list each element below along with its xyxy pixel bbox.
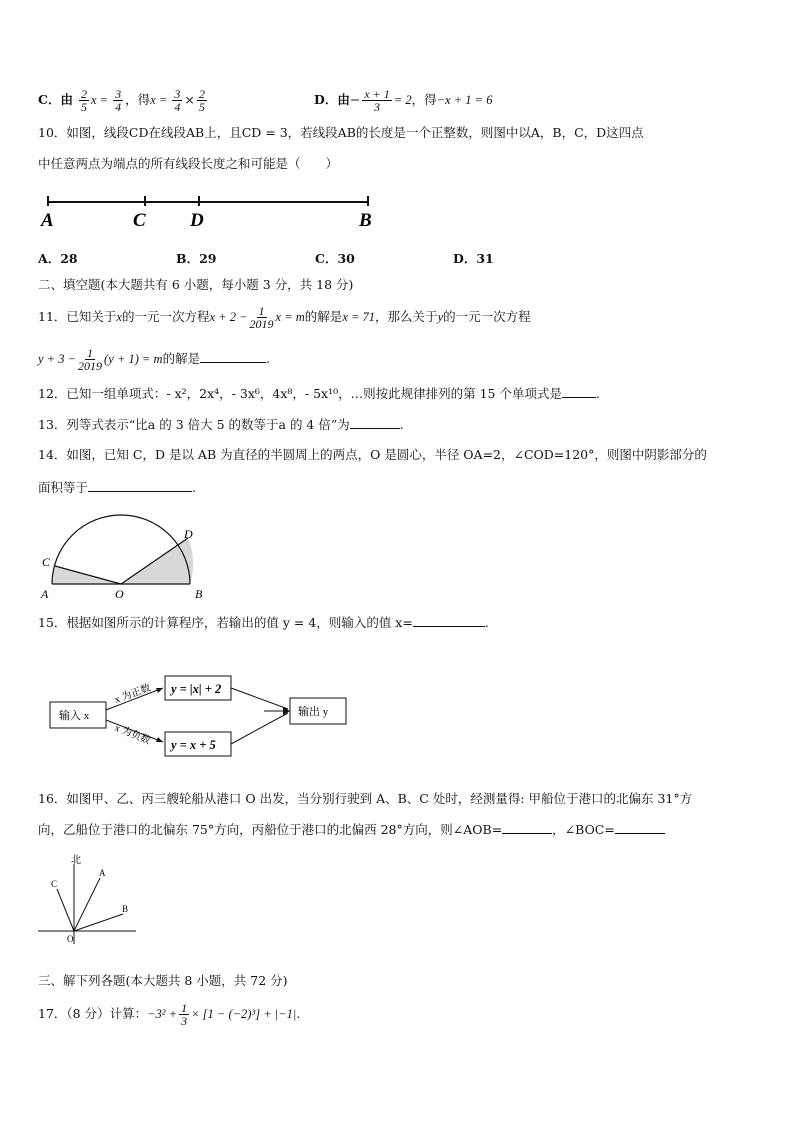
fraction: $\frac{1}{2019}$ bbox=[78, 346, 103, 373]
q10-option-c: C．30 bbox=[315, 251, 355, 266]
negative-branch-label: x 为负数 bbox=[112, 722, 152, 747]
section-3-heading: 三、解下列各题(本大题共 8 小题，共 72 分) bbox=[38, 973, 288, 988]
q14-line2: 面积等于 . bbox=[38, 480, 196, 495]
fraction: $\frac{1}{3}$ bbox=[181, 1001, 188, 1028]
output-box-label: 输出 y bbox=[298, 706, 329, 718]
input-box-label: 输入 x bbox=[59, 710, 90, 722]
q16-direction-figure bbox=[36, 852, 140, 946]
q10-stem-line2: 中任意两点为端点的所有线段长度之和可能是（ ） bbox=[38, 156, 339, 171]
formula-negative: y = x + 5 bbox=[171, 738, 216, 752]
q17-line: 17．（8 分）计算：−3² + $\frac{1}{3}$ × [1 − (−2)³] + |−1|. bbox=[38, 1001, 301, 1028]
point-label-o: O bbox=[115, 587, 124, 601]
q16-line2: 向，乙船位于港口的北偏东 75°方向，丙船位于港口的北偏西 28°方向，则∠AOB= ，∠BOC= bbox=[38, 821, 665, 839]
q10-stem-line1: 10．如图，线段CD在线段AB上，且CD = 3，若线段AB的长度是一个正整数，则图中以A，B，C，D这四点 bbox=[38, 125, 644, 140]
north-label: 北 bbox=[71, 855, 81, 866]
point-label-a: A bbox=[41, 210, 54, 231]
q14-semicircle-figure bbox=[38, 500, 218, 602]
q15-line: 15．根据如图所示的计算程序，若输出的值 y = 4，则输入的值 x= . bbox=[38, 615, 489, 630]
q9-option-d: D．由− $\frac{x + 1}{3}$ = 2，得−x + 1 = 6 bbox=[314, 87, 493, 114]
section-2-heading: 二、填空题(本大题共有 6 小题，每小题 3 分，共 18 分) bbox=[38, 277, 354, 292]
q13-line: 13．列等式表示“比a 的 3 倍大 5 的数等于a 的 4 倍”为 . bbox=[38, 417, 404, 432]
q10-segment-figure bbox=[38, 190, 383, 234]
q9-option-c: C．由 $\frac{2}{5}$ x = $\frac{3}{4}$ ，得x = $\frac{3}{4}$ × $\frac{2}{5}$ bbox=[38, 87, 205, 114]
q15-flowchart bbox=[38, 660, 368, 764]
q16-line1: 16．如图甲、乙、丙三艘轮船从港口 O 出发，当分别行驶到 A、B、C 处时，经测量得: 甲船位于港口的北偏东 31°方 bbox=[38, 791, 693, 806]
point-label-c: C bbox=[42, 555, 51, 569]
answer-blank bbox=[502, 821, 552, 834]
fraction: $\frac{3}{4}$ bbox=[174, 87, 181, 114]
positive-branch-label: x 为正数 bbox=[113, 682, 153, 706]
answer-blank bbox=[350, 416, 400, 429]
q10-option-d: D．31 bbox=[453, 251, 494, 266]
q11-line2: y + 3 − $\frac{1}{2019}$ (y + 1) = m的解是 . bbox=[38, 346, 271, 373]
answer-blank bbox=[615, 821, 665, 834]
point-label-a: A bbox=[41, 587, 49, 601]
point-label-b: B bbox=[122, 904, 129, 914]
answer-blank bbox=[413, 614, 485, 627]
point-label-o: O bbox=[67, 934, 74, 944]
formula-positive: y = |x| + 2 bbox=[171, 682, 222, 696]
answer-blank bbox=[562, 385, 596, 398]
q12-line: 12．已知一组单项式：- x²，2x⁴，- 3x⁶，4x⁸，- 5x¹⁰，…则按此规律排列的第 15 个单项式是 . bbox=[38, 386, 600, 401]
answer-blank bbox=[88, 479, 192, 492]
fraction: $\frac{1}{2019}$ bbox=[249, 304, 274, 331]
q14-line1: 14．如图，已知 C，D 是以 AB 为直径的半圆周上的两点，O 是圆心，半径 OA=2，∠COD=120°，则图中阴影部分的 bbox=[38, 447, 707, 462]
fraction: $\frac{2}{5}$ bbox=[198, 87, 205, 114]
point-label-d: D bbox=[184, 527, 193, 541]
point-label-d: D bbox=[190, 210, 204, 231]
point-label-c: C bbox=[133, 210, 146, 231]
q10-option-b: B．29 bbox=[176, 251, 217, 266]
fraction: $\frac{3}{4}$ bbox=[115, 87, 122, 114]
fraction: $\frac{x + 1}{3}$ bbox=[364, 87, 390, 114]
answer-blank bbox=[200, 350, 266, 363]
point-label-b: B bbox=[195, 587, 203, 601]
q10-option-a: A．28 bbox=[38, 251, 78, 266]
point-label-a: A bbox=[99, 868, 106, 878]
fraction: $\frac{2}{5}$ bbox=[80, 87, 87, 114]
point-label-b: B bbox=[359, 210, 372, 231]
point-label-c: C bbox=[51, 879, 58, 889]
q11-line1: 11．已知关于x的一元一次方程x + 2 − $\frac{1}{2019}$ x = m的解是x = 71，那么关于y的一元一次方程 bbox=[38, 304, 531, 331]
